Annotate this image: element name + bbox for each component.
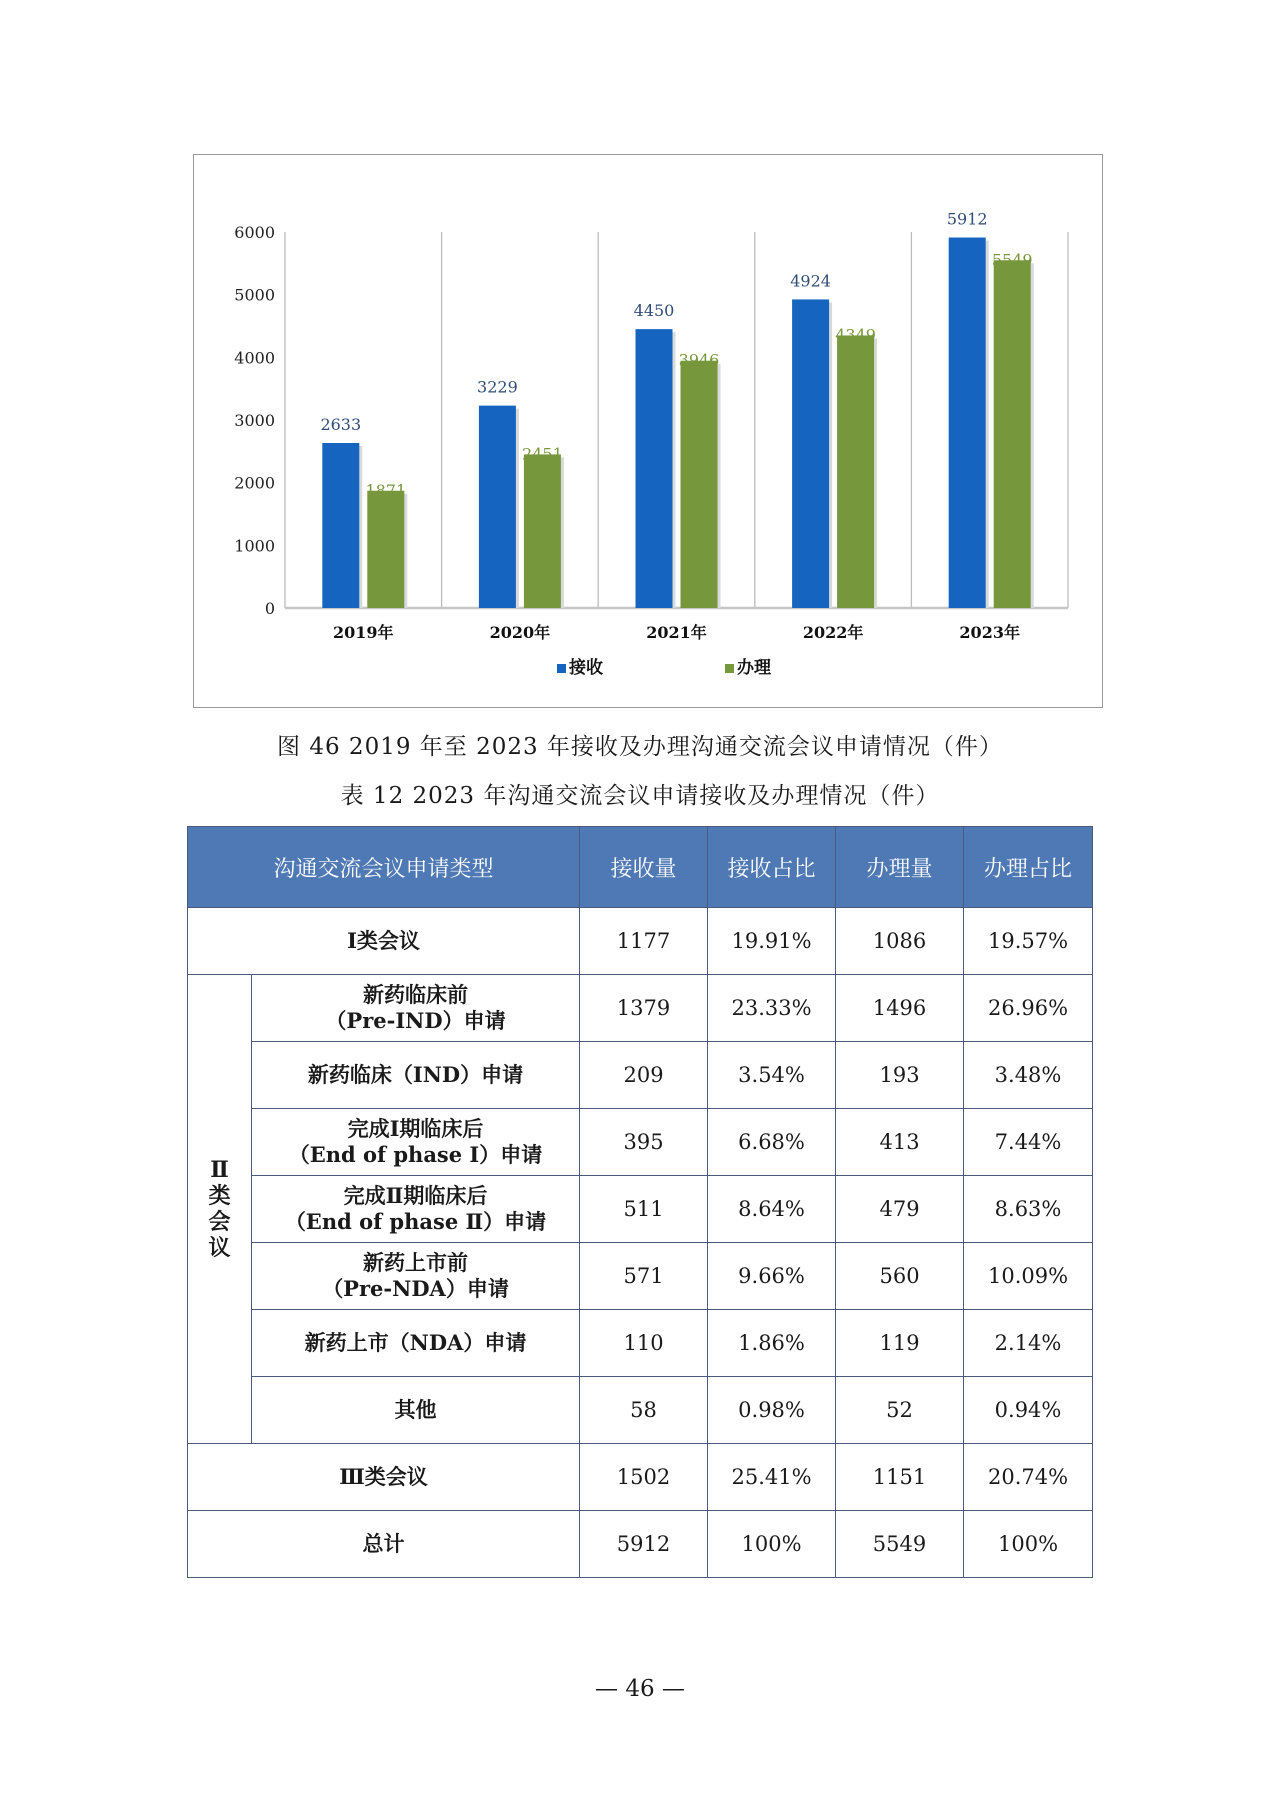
data-label: 5549 [991, 250, 1033, 270]
legend-swatch [725, 664, 734, 673]
cell: 2.14% [964, 1310, 1093, 1377]
data-label: 3229 [477, 377, 518, 397]
table-header-row [188, 827, 1093, 908]
table-row [188, 1310, 1093, 1377]
row-name [252, 1243, 580, 1310]
header-received: 接收量 [580, 827, 708, 908]
row-name: Ⅲ类会议 [188, 1444, 580, 1511]
legend-swatch [557, 664, 566, 673]
row-name [252, 1176, 580, 1243]
row-name-line1: 完成Ⅰ期临床后 [347, 1116, 484, 1141]
y-tick-label: 1000 [234, 536, 275, 556]
table-row [188, 1444, 1093, 1511]
data-label: 1871 [365, 480, 407, 500]
row-name-line2: （End of phase Ⅱ）申请 [284, 1209, 547, 1234]
row-name-line1: 完成Ⅱ期临床后 [343, 1183, 488, 1208]
header-handled: 办理量 [836, 827, 964, 908]
row-name: Ⅰ类会议 [188, 908, 580, 975]
x-tick-label: 2019年 [333, 623, 394, 642]
cell: 6.68% [708, 1109, 836, 1176]
row-name: 新药临床（IND）申请 [252, 1042, 580, 1109]
row-name: 总计 [188, 1511, 580, 1578]
bar-handled [994, 260, 1031, 608]
table-row [188, 1042, 1093, 1109]
row-name-line1: 新药上市前 [363, 1250, 468, 1275]
chart-svg [194, 155, 1104, 709]
data-label: 5912 [946, 209, 988, 229]
bar-handled [524, 454, 561, 608]
y-tick-label: 3000 [234, 411, 275, 430]
table-row [188, 975, 1093, 1042]
cell: 3.54% [708, 1042, 836, 1109]
cell: 1379 [580, 975, 708, 1042]
y-tick-label: 4000 [234, 348, 275, 368]
cell: 19.57% [964, 908, 1093, 975]
row-name-line2: （Pre-IND）申请 [325, 1008, 506, 1033]
data-label: 4349 [835, 325, 876, 345]
cell: 5912 [580, 1511, 708, 1578]
row-name [252, 975, 580, 1042]
bar-received [636, 329, 673, 608]
x-tick-label: 2020年 [489, 623, 551, 642]
bar-received [479, 406, 516, 608]
cell: 58 [580, 1377, 708, 1444]
figure-caption: 图 46 2019 年至 2023 年接收及办理沟通交流会议申请情况（件） [277, 734, 1003, 760]
y-tick-label: 5000 [234, 285, 275, 305]
bar-chart [193, 154, 1103, 708]
legend-label: 办理 [737, 658, 771, 678]
y-tick-label: 6000 [234, 223, 275, 242]
cell: 119 [836, 1310, 964, 1377]
cell: 19.91% [708, 908, 836, 975]
bar-handled [837, 335, 874, 608]
table-caption: 表 12 2023 年沟通交流会议申请接收及办理情况（件） [340, 783, 940, 809]
cell: 511 [580, 1176, 708, 1243]
page-number: — 46 — [595, 1676, 685, 1702]
cell: 571 [580, 1243, 708, 1310]
row-name-line2: （Pre-NDA）申请 [322, 1276, 509, 1301]
cell: 110 [580, 1310, 708, 1377]
row-name [252, 1109, 580, 1176]
y-tick-label: 0 [264, 599, 275, 618]
cell: 20.74% [964, 1444, 1093, 1511]
cell: 8.63% [964, 1176, 1093, 1243]
header-received-ratio: 接收占比 [708, 827, 836, 908]
x-tick-label: 2022年 [802, 623, 864, 642]
cell: 10.09% [964, 1243, 1093, 1310]
table-row-total [188, 1511, 1093, 1578]
cell: 1086 [836, 908, 964, 975]
group-label-text: Ⅱ类会议 [208, 1157, 231, 1261]
cell: 1177 [580, 908, 708, 975]
cell: 26.96% [964, 975, 1093, 1042]
legend-label: 接收 [569, 658, 603, 678]
bar-received [792, 299, 829, 608]
data-label: 3946 [678, 350, 720, 370]
cell: 100% [708, 1511, 836, 1578]
data-label: 4924 [790, 271, 831, 291]
data-label: 4450 [633, 301, 675, 321]
cell: 413 [836, 1109, 964, 1176]
row-name: 新药上市（NDA）申请 [252, 1310, 580, 1377]
cell: 52 [836, 1377, 964, 1444]
row-name-line2: （End of phase Ⅰ）申请 [288, 1142, 543, 1167]
cell: 100% [964, 1511, 1093, 1578]
cell: 560 [836, 1243, 964, 1310]
table-row [188, 1109, 1093, 1176]
cell: 209 [580, 1042, 708, 1109]
x-tick-label: 2023年 [959, 623, 1020, 642]
table-row [188, 1176, 1093, 1243]
header-handled-ratio: 办理占比 [964, 827, 1093, 908]
y-tick-label: 2000 [234, 473, 275, 493]
bar-received [322, 443, 359, 608]
cell: 3.48% [964, 1042, 1093, 1109]
cell: 1151 [836, 1444, 964, 1511]
cell: 7.44% [964, 1109, 1093, 1176]
cell: 5549 [836, 1511, 964, 1578]
group-label [188, 975, 252, 1444]
cell: 1502 [580, 1444, 708, 1511]
bar-handled [367, 491, 404, 608]
cell: 395 [580, 1109, 708, 1176]
table-row [188, 1243, 1093, 1310]
table-row [188, 908, 1093, 975]
cell: 193 [836, 1042, 964, 1109]
table-row [188, 1377, 1093, 1444]
cell: 25.41% [708, 1444, 836, 1511]
cell: 0.94% [964, 1377, 1093, 1444]
row-name-line1: 新药临床前 [363, 982, 468, 1007]
cell: 8.64% [708, 1176, 836, 1243]
x-tick-label: 2021年 [646, 623, 707, 642]
header-type: 沟通交流会议申请类型 [188, 827, 580, 908]
cell: 23.33% [708, 975, 836, 1042]
bar-handled [681, 361, 718, 608]
cell: 1.86% [708, 1310, 836, 1377]
data-label: 2451 [522, 444, 563, 464]
cell: 1496 [836, 975, 964, 1042]
row-name: 其他 [252, 1377, 580, 1444]
meeting-requests-table [187, 826, 1093, 1578]
bar-received [949, 238, 986, 608]
cell: 9.66% [708, 1243, 836, 1310]
cell: 0.98% [708, 1377, 836, 1444]
data-label: 2633 [320, 414, 362, 434]
cell: 479 [836, 1176, 964, 1243]
